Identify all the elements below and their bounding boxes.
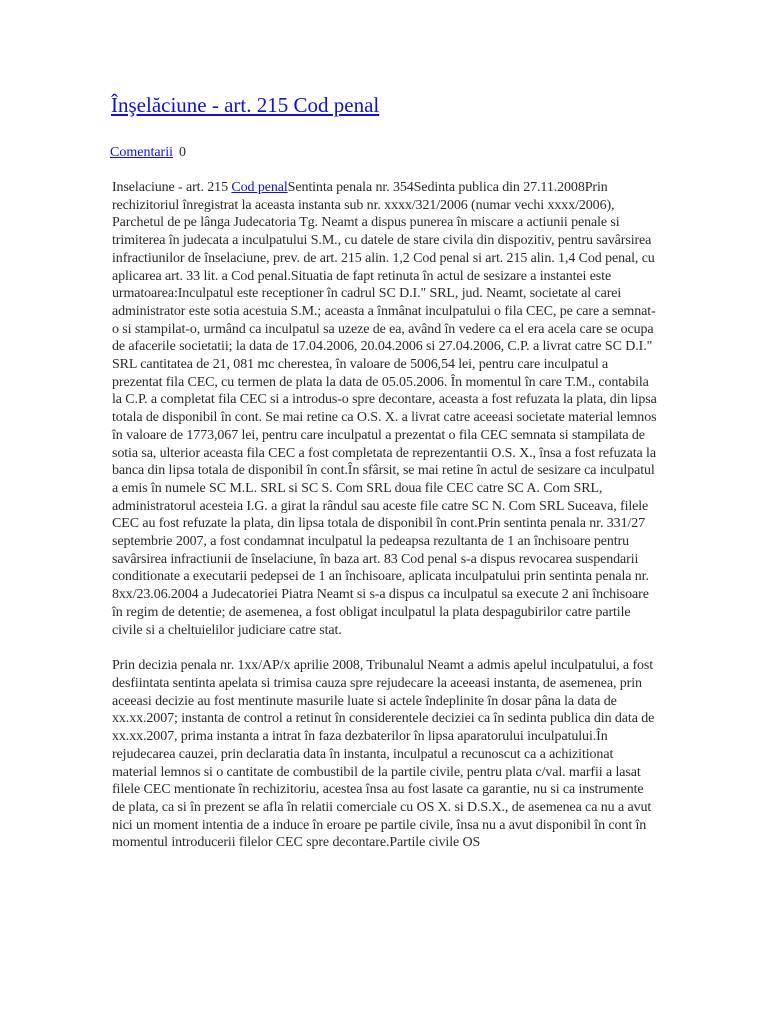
- comments-line: [110, 144, 656, 162]
- article-paragraph-1: [112, 179, 657, 639]
- cod-penal-link[interactable]: Cod penal: [231, 180, 288, 195]
- article-title-link[interactable]: Înşelăciune - art. 215 Cod penal: [111, 93, 380, 117]
- comments-count: 0: [179, 145, 186, 160]
- comments-link[interactable]: Comentarii: [110, 145, 173, 160]
- paragraph-1-prefix: Inselaciune - art. 215: [112, 180, 232, 195]
- paragraph-1-text: Sentinta penala nr. 354Sedinta publica din 27.11.2008Prin rechizitoriul înregistrat la aceasta instanta sub nr. xxxx/321/2006 (numar vechi xxxx/2006), Parchetul de pe lânga Judecatoria Tg. Neamt a dispus punerea în miscare a actiunii penale si trimiterea în judecata a inculpatului S.M., cu datele de stare civila din dispozitiv, pentru savârsirea infractiunilor de înselaciune, prev. de art. 215 alin. 1,2 Cod penal si art. 215 alin. 1,4 Cod penal, cu aplicarea art. 33 lit. a Cod penal.Situatia de fapt retinuta în actul de sesizare a instantei este urmatoarea:Inculpatul este receptioner în cadrul SC D.I." SRL, jud. Neamt, societate al carei administrator este sotia acestuia S.M.; aceasta a înmânat inculpatului o fila CEC, pe care a semnat-o si stampilat-o, urmând ca inculpatul sa uzeze de ea, având în vedere ca el era acela care se ocupa de afacerile societatii; la data de 17.04.2006, 20.04.2006 si 27.04.2006, C.P. a livrat catre SC D.I." SRL cantitatea de 21, 081 mc cherestea, în valoare de 5006,54 lei, pentru care inculpatul a prezentat fila CEC, cu termen de plata la data de 05.05.2006. În momentul în care T.M., contabila la C.P. a completat fila CEC si a introdus-o spre decontare, aceasta a fost refuzata la plata, din lipsa totala de disponibil în cont. Se mai retine ca O.S. X. a livrat catre aceeasi societate material lemnos în valoare de 1773,067 lei, pentru care inculpatul a prezentat o fila CEC semnata si stampilata de sotia sa, ulterior aceasta fila CEC a fost completata de reprezentantii O.S. X., însa a fost refuzata la banca din lipsa totala de disponibil în cont.În sfârsit, se mai retine în actul de sesizare ca inculpatul a emis în numele SC M.L. SRL si SC S. Com SRL doua file CEC catre SC A. Com SRL, administratorul acesteia I.G. a girat la rândul sau aceste file catre SC N. Com SRL Suceava, filele CEC au fost refuzate la plata, din lipsa totala de disponibil în cont.Prin sentinta penala nr. 331/27 septembrie 2007, a fost condamnat inculpatul la pedeapsa rezultanta de 1 an închisoare pentru savârsirea infractiunii de înselaciune, în baza art. 83 Cod penal s-a dispus revocarea suspendarii conditionate a executarii pedepsei de 1 an închisoare, aplicata inculpatului prin sentinta penala nr. 8xx/23.06.2004 a Judecatoriei Piatra Neamt si s-a dispus ca inculpatul sa execute 2 ani închisoare în regim de detentie; de asemenea, a fost obligat inculpatul la plata despagubirilor catre partile civile si a cheltuielilor judiciare catre stat.: [112, 180, 657, 638]
- article-paragraph-2: Prin decizia penala nr. 1xx/AP/x aprilie 2008, Tribunalul Neamt a admis apelul inculpatului, a fost desfiintata sentinta apelata si trimisa cauza spre rejudecare la aceeasi instanta, de asemenea, prin aceeasi decizie au fost mentinute masurile luate si actele îndeplinite în dosar pâna la data de xx.xx.2007; instanta de control a retinut în considerentele deciziei ca în sedinta publica din data de xx.xx.2007, prima instanta a intrat în faza dezbaterilor în lipsa aparatorului inculpatului.În rejudecarea cauzei, prin declaratia data în instanta, inculpatul a recunoscut ca a achizitionat material lemnos si o cantitate de combustibil de la partile civile, pentru plata c/val. marfii a lasat filele CEC mentionate în rechizitoriu, acestea însa au fost lasate ca garantie, nu si ca instrumente de plata, ca si în prezent se afla în relatii comerciale cu OS X. si D.S.X., de asemenea ca nu a avut nici un moment intentia de a induce în eroare pe partile civile, însa nu a avut disponibil în cont în momentul introducerii filelor CEC spre decontare.Partile civile OS: [112, 658, 655, 851]
